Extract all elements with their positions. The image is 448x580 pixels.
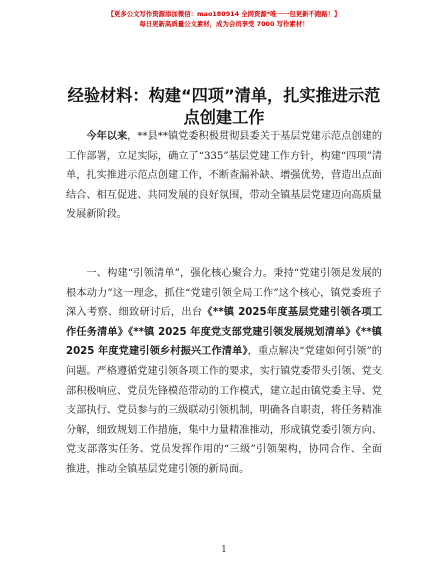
promo-banner-line-1: 【更多公文写作资源添加微信：mao180914 全网资源*唯一一包更新不跑路！】: [107, 10, 341, 18]
section-1-text-a: 一、构建“引领清单”，强化核心聚合力。秉持“党建引领是发展的根本动力”这一理念，抓住“党建引领全局工作”这个核心，镇党委班子深入考察、细致研讨后，出台: [66, 268, 382, 319]
section-1-bold-list-titles: 《**镇 2025年度基层党建引领各项工作任务清单》《**镇 2025 年度党支部党建引领发展规划清单》《**镇 2025 年度党建引领乡村振兴工作清单》: [66, 307, 383, 358]
paragraph-intro: [66, 127, 382, 225]
paragraph-section-1: [66, 264, 382, 480]
document-title-line-1: 经验材料：构建“四项”清单，扎实推进示范: [67, 86, 381, 105]
promo-banner-line-2: 每日更新高质量公文素材，成为会员享受 7000 写作素材！: [139, 20, 309, 28]
page-number: 1: [221, 545, 227, 555]
document-title-line-2: 点创建工作: [183, 108, 265, 127]
intro-lead-text: 今年以来: [86, 131, 128, 142]
intro-body-text: ，**县**镇党委积极贯彻县委关于基层党建示范点创建的工作部署，立足实际，确立了“335”基层党建工作方针，构建“四项”清单，扎实推进示范点创建工作，不断查漏补缺、增强优势，营造出点面结合、相互促进、共同发展的良好氛围，带动全镇基层党建迈向高质量发展新阶段。: [66, 131, 383, 221]
section-1-text-b: ，重点解决“党建如何引领”的问题。严格遵循党建引领各项工作的要求，实行镇党委带头引领、党支部积极响应、党员先锋模范带动的工作模式，建立起由镇党委主导、党支部执行、党员参与的三级联动引领机制，明确各自职责，将任务精准分解，细致规划工作措施，集中力量精准推动，形成镇党委引领方向、党支部落实任务、党员发挥作用的“三级”引领架构，协同合作、全面推进，推动全镇基层党建引领的新局面。: [66, 346, 382, 475]
